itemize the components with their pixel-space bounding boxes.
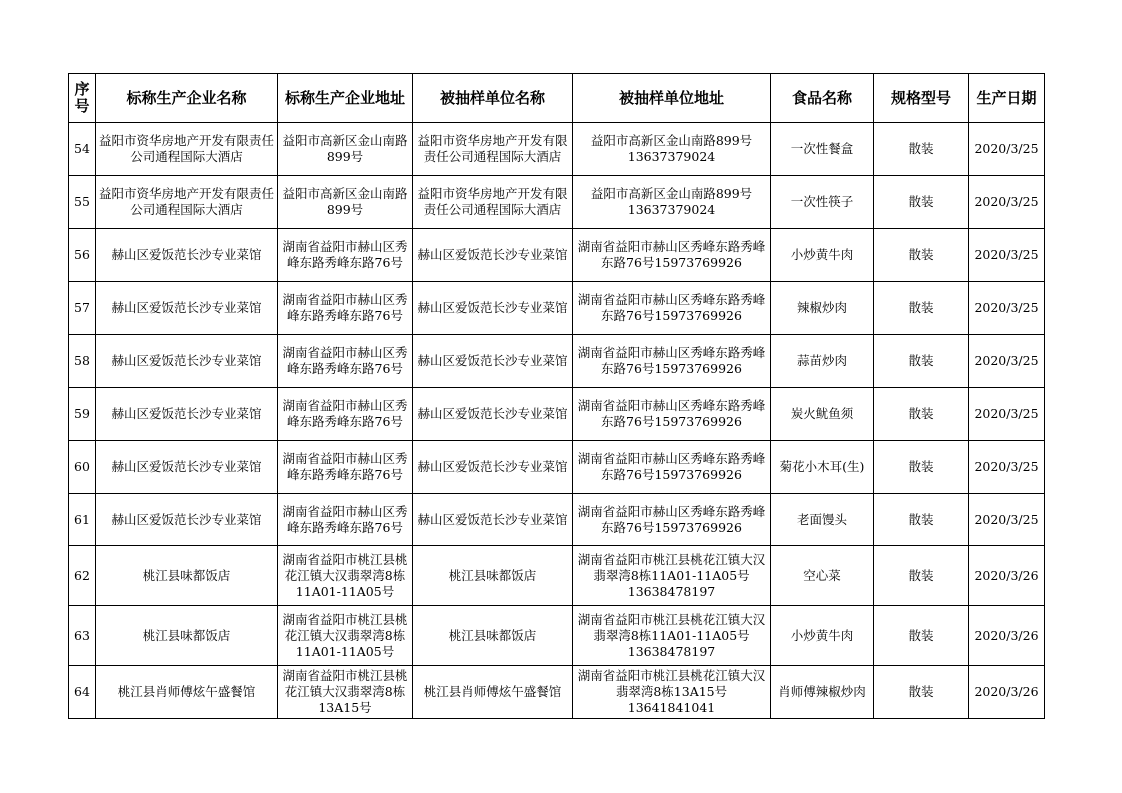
cell-producer-address: 湖南省益阳市赫山区秀峰东路秀峰东路76号 (278, 494, 413, 546)
cell-sampled-unit: 桃江县肖师傅炫午盛餐馆 (413, 666, 573, 719)
header-producer: 标称生产企业名称 (96, 74, 278, 123)
cell-producer-address: 湖南省益阳市赫山区秀峰东路秀峰东路76号 (278, 229, 413, 282)
cell-spec: 散装 (874, 229, 969, 282)
cell-producer-address: 湖南省益阳市桃江县桃花江镇大汉翡翠湾8栋11A01-11A05号 (278, 606, 413, 666)
cell-seq: 59 (69, 388, 96, 441)
cell-spec: 散装 (874, 123, 969, 176)
cell-producer: 赫山区爱饭范长沙专业菜馆 (96, 441, 278, 494)
cell-producer: 桃江县味都饭店 (96, 606, 278, 666)
cell-sampled-address: 湖南省益阳市赫山区秀峰东路秀峰东路76号15973769926 (573, 229, 771, 282)
cell-spec: 散装 (874, 606, 969, 666)
cell-spec: 散装 (874, 282, 969, 335)
header-seq: 序号 (69, 74, 96, 123)
cell-producer-address: 湖南省益阳市桃江县桃花江镇大汉翡翠湾8栋11A01-11A05号 (278, 546, 413, 606)
table-row (69, 666, 1045, 719)
cell-seq: 60 (69, 441, 96, 494)
header-spec: 规格型号 (874, 74, 969, 123)
cell-sampled-unit: 赫山区爱饭范长沙专业菜馆 (413, 229, 573, 282)
sampling-table (68, 73, 1045, 719)
table-row (69, 494, 1045, 546)
cell-producer-address: 湖南省益阳市赫山区秀峰东路秀峰东路76号 (278, 335, 413, 388)
cell-producer: 赫山区爱饭范长沙专业菜馆 (96, 494, 278, 546)
cell-seq: 58 (69, 335, 96, 388)
cell-producer-address: 湖南省益阳市赫山区秀峰东路秀峰东路76号 (278, 388, 413, 441)
cell-date: 2020/3/25 (969, 176, 1045, 229)
cell-sampled-unit: 桃江县味都饭店 (413, 606, 573, 666)
cell-sampled-unit: 赫山区爱饭范长沙专业菜馆 (413, 494, 573, 546)
header-production-date: 生产日期 (969, 74, 1045, 123)
cell-producer: 桃江县味都饭店 (96, 546, 278, 606)
cell-spec: 散装 (874, 494, 969, 546)
cell-sampled-address: 湖南省益阳市赫山区秀峰东路秀峰东路76号15973769926 (573, 441, 771, 494)
cell-date: 2020/3/26 (969, 606, 1045, 666)
cell-food-name: 肖师傅辣椒炒肉 (771, 666, 874, 719)
cell-producer: 益阳市资华房地产开发有限责任公司通程国际大酒店 (96, 176, 278, 229)
table-row (69, 176, 1045, 229)
cell-sampled-address: 湖南省益阳市赫山区秀峰东路秀峰东路76号15973769926 (573, 494, 771, 546)
cell-date: 2020/3/25 (969, 335, 1045, 388)
cell-date: 2020/3/25 (969, 494, 1045, 546)
cell-sampled-unit: 桃江县味都饭店 (413, 546, 573, 606)
cell-food-name: 小炒黄牛肉 (771, 606, 874, 666)
header-food-name: 食品名称 (771, 74, 874, 123)
cell-seq: 57 (69, 282, 96, 335)
cell-food-name: 一次性筷子 (771, 176, 874, 229)
cell-sampled-unit: 赫山区爱饭范长沙专业菜馆 (413, 282, 573, 335)
cell-sampled-unit: 赫山区爱饭范长沙专业菜馆 (413, 335, 573, 388)
cell-seq: 63 (69, 606, 96, 666)
table-row (69, 229, 1045, 282)
cell-food-name: 菊花小木耳(生) (771, 441, 874, 494)
cell-producer-address: 湖南省益阳市桃江县桃花江镇大汉翡翠湾8栋13A15号 (278, 666, 413, 719)
table-row (69, 282, 1045, 335)
cell-date: 2020/3/25 (969, 282, 1045, 335)
cell-sampled-address: 湖南省益阳市赫山区秀峰东路秀峰东路76号15973769926 (573, 282, 771, 335)
cell-spec: 散装 (874, 335, 969, 388)
cell-producer-address: 益阳市高新区金山南路899号 (278, 123, 413, 176)
cell-producer-address: 湖南省益阳市赫山区秀峰东路秀峰东路76号 (278, 441, 413, 494)
cell-sampled-address: 益阳市高新区金山南路899号13637379024 (573, 176, 771, 229)
table-row (69, 123, 1045, 176)
cell-food-name: 辣椒炒肉 (771, 282, 874, 335)
cell-seq: 62 (69, 546, 96, 606)
cell-date: 2020/3/26 (969, 546, 1045, 606)
header-sampled-address: 被抽样单位地址 (573, 74, 771, 123)
cell-sampled-address: 湖南省益阳市桃江县桃花江镇大汉翡翠湾8栋11A01-11A05号13638478197 (573, 546, 771, 606)
cell-date: 2020/3/25 (969, 229, 1045, 282)
cell-sampled-address: 湖南省益阳市桃江县桃花江镇大汉翡翠湾8栋13A15号13641841041 (573, 666, 771, 719)
cell-sampled-unit: 赫山区爱饭范长沙专业菜馆 (413, 388, 573, 441)
cell-date: 2020/3/25 (969, 441, 1045, 494)
cell-food-name: 炭火鱿鱼须 (771, 388, 874, 441)
cell-seq: 61 (69, 494, 96, 546)
cell-seq: 54 (69, 123, 96, 176)
table-row (69, 606, 1045, 666)
cell-food-name: 老面馒头 (771, 494, 874, 546)
cell-producer: 赫山区爱饭范长沙专业菜馆 (96, 229, 278, 282)
cell-producer: 益阳市资华房地产开发有限责任公司通程国际大酒店 (96, 123, 278, 176)
cell-date: 2020/3/25 (969, 123, 1045, 176)
cell-sampled-address: 湖南省益阳市赫山区秀峰东路秀峰东路76号15973769926 (573, 335, 771, 388)
cell-producer-address: 益阳市高新区金山南路899号 (278, 176, 413, 229)
cell-seq: 64 (69, 666, 96, 719)
header-sampled-unit: 被抽样单位名称 (413, 74, 573, 123)
cell-food-name: 蒜苗炒肉 (771, 335, 874, 388)
cell-spec: 散装 (874, 666, 969, 719)
cell-date: 2020/3/26 (969, 666, 1045, 719)
cell-producer-address: 湖南省益阳市赫山区秀峰东路秀峰东路76号 (278, 282, 413, 335)
cell-producer: 桃江县肖师傅炫午盛餐馆 (96, 666, 278, 719)
cell-sampled-address: 湖南省益阳市桃江县桃花江镇大汉翡翠湾8栋11A01-11A05号13638478197 (573, 606, 771, 666)
cell-food-name: 空心菜 (771, 546, 874, 606)
cell-spec: 散装 (874, 388, 969, 441)
header-row (69, 74, 1045, 123)
cell-sampled-unit: 益阳市资华房地产开发有限责任公司通程国际大酒店 (413, 123, 573, 176)
cell-sampled-unit: 赫山区爱饭范长沙专业菜馆 (413, 441, 573, 494)
cell-sampled-unit: 益阳市资华房地产开发有限责任公司通程国际大酒店 (413, 176, 573, 229)
table-row (69, 388, 1045, 441)
header-producer-address: 标称生产企业地址 (278, 74, 413, 123)
table-row (69, 441, 1045, 494)
cell-producer: 赫山区爱饭范长沙专业菜馆 (96, 282, 278, 335)
cell-sampled-address: 益阳市高新区金山南路899号13637379024 (573, 123, 771, 176)
cell-spec: 散装 (874, 546, 969, 606)
cell-producer: 赫山区爱饭范长沙专业菜馆 (96, 335, 278, 388)
table-row (69, 546, 1045, 606)
cell-food-name: 小炒黄牛肉 (771, 229, 874, 282)
cell-sampled-address: 湖南省益阳市赫山区秀峰东路秀峰东路76号15973769926 (573, 388, 771, 441)
cell-spec: 散装 (874, 176, 969, 229)
cell-food-name: 一次性餐盒 (771, 123, 874, 176)
cell-spec: 散装 (874, 441, 969, 494)
table-row (69, 335, 1045, 388)
cell-seq: 55 (69, 176, 96, 229)
cell-date: 2020/3/25 (969, 388, 1045, 441)
cell-seq: 56 (69, 229, 96, 282)
cell-producer: 赫山区爱饭范长沙专业菜馆 (96, 388, 278, 441)
